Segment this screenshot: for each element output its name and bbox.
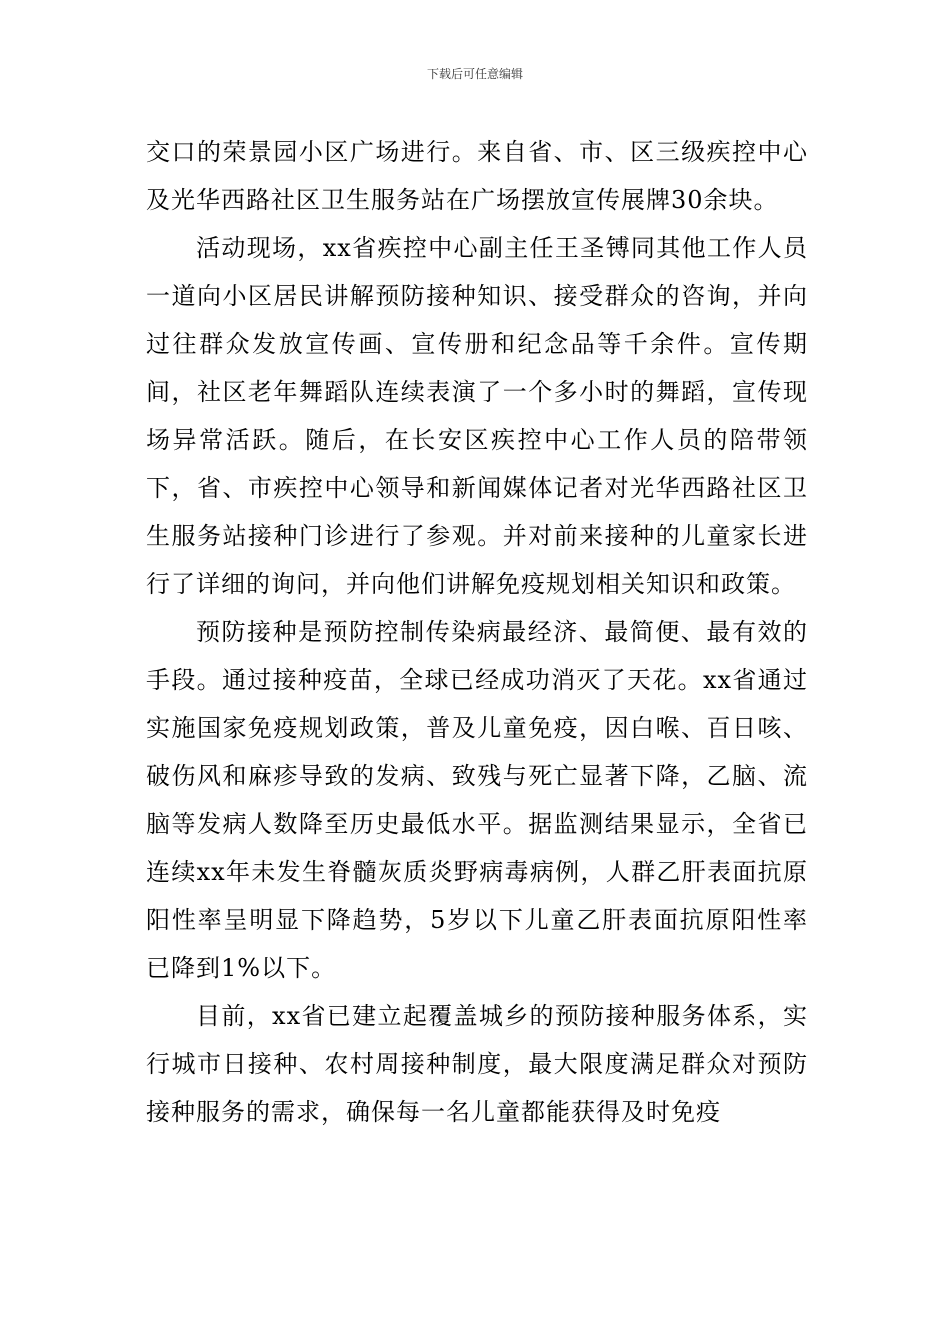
paragraph-continuation: 交口的荣景园小区广场进行。来自省、市、区三级疾控中心及光华西路社区卫生服务站在广场摆放宣传展牌30余块。 <box>146 138 808 214</box>
paragraph-service-system: 目前，xx省已建立起覆盖城乡的预防接种服务体系，实行城市日接种、农村周接种制度，最大限度满足群众对预防接种服务的需求，确保每一名儿童都能获得及时免疫 <box>146 1002 808 1126</box>
page-header-note: 下载后可任意编辑 <box>426 67 523 81</box>
document-body <box>146 128 808 1136</box>
paragraph-vaccination-effect: 预防接种是预防控制传染病最经济、最简便、最有效的手段。通过接种疫苗，全球已经成功消灭了天花。xx省通过实施国家免疫规划政策，普及儿童免疫，因白喉、百日咳、破伤风和麻疹导致的发病、致残与死亡显著下降，乙脑、流脑等发病人数降至历史最低水平。据监测结果显示，全省已连续xx年未发生脊髓灰质炎野病毒病例，人群乙肝表面抗原阳性率呈明显下降趋势，5岁以下儿童乙肝表面抗原阳性率已降到1%以下。 <box>146 618 808 982</box>
paragraph-activity-site: 活动现场，xx省疾控中心副主任王圣镈同其他工作人员一道向小区居民讲解预防接种知识、接受群众的咨询，并向过往群众发放宣传画、宣传册和纪念品等千余件。宣传期间，社区老年舞蹈队连续表演了一个多小时的舞蹈，宣传现场异常活跃。随后，在长安区疾控中心工作人员的陪带领下，省、市疾控中心领导和新闻媒体记者对光华西路社区卫生服务站接种门诊进行了参观。并对前来接种的儿童家长进行了详细的询问，并向他们讲解免疫规划相关知识和政策。 <box>146 234 808 598</box>
